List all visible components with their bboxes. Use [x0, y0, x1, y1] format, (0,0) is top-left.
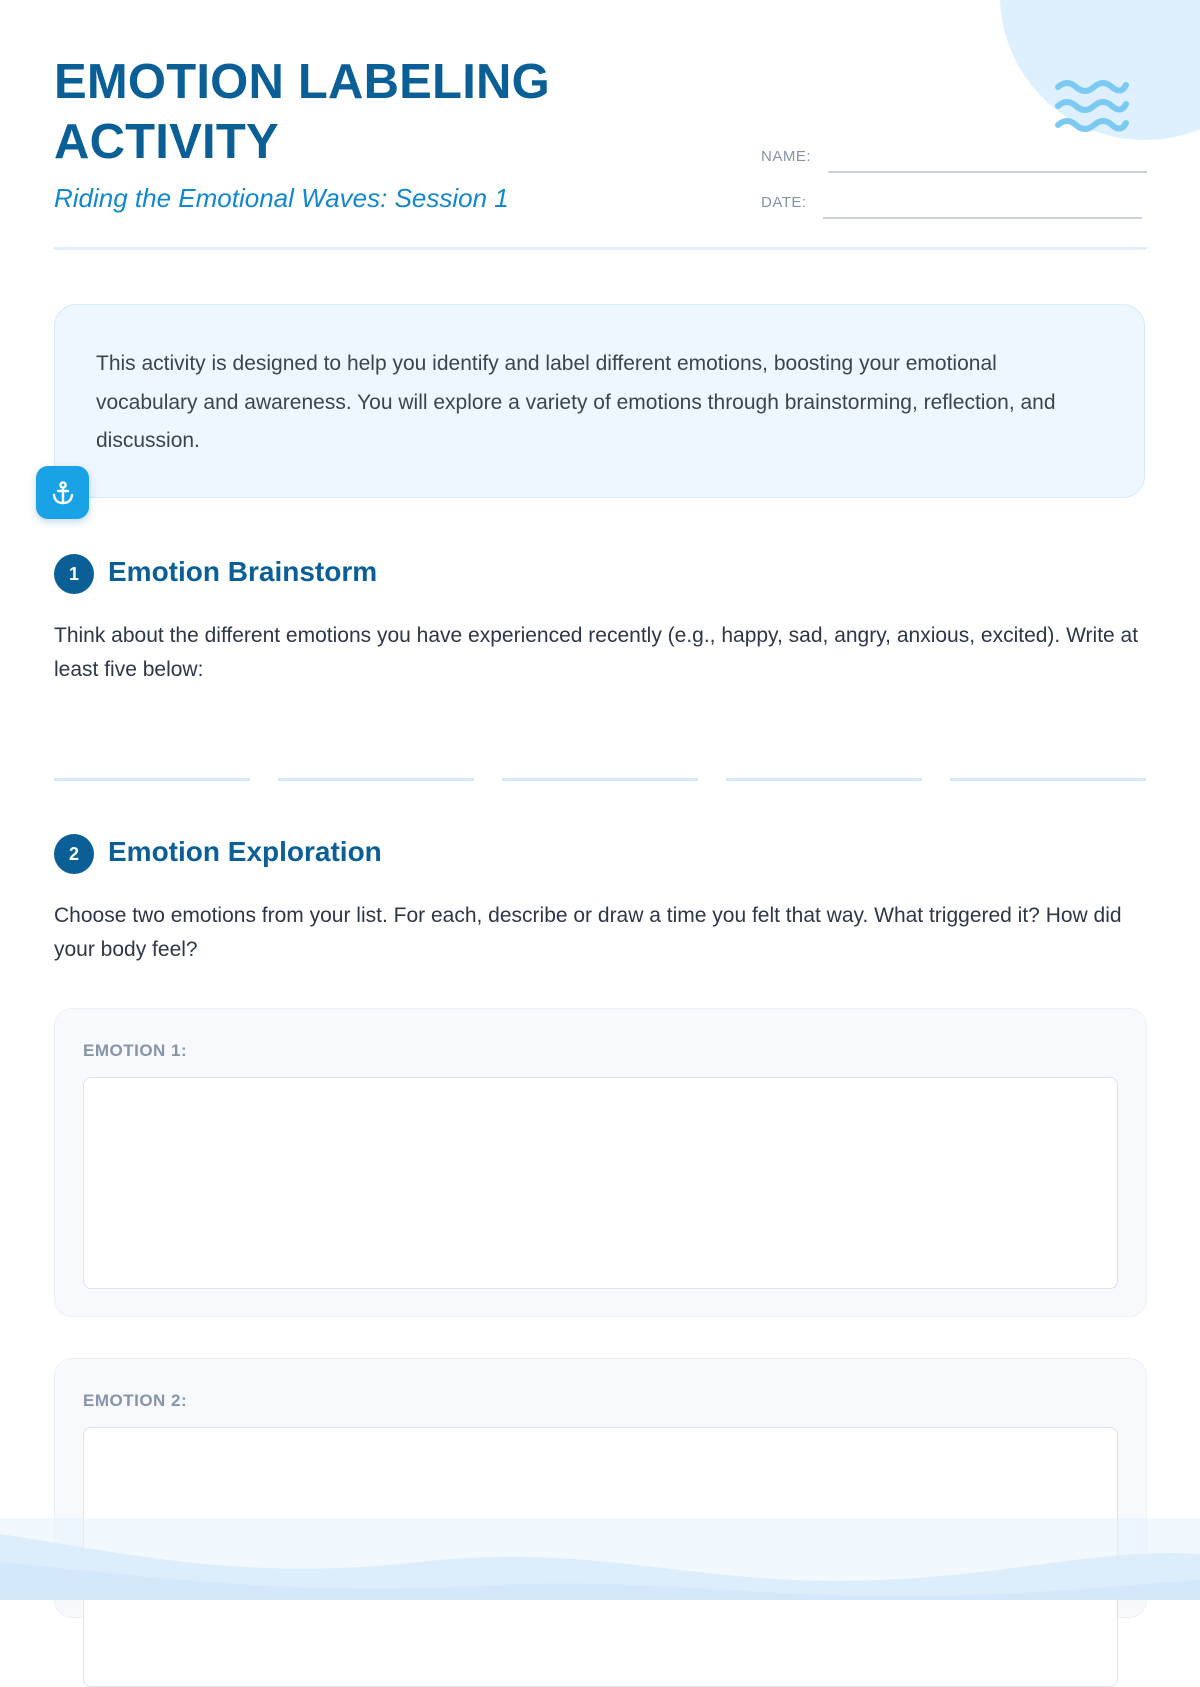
emotion-2-label: EMOTION 2:	[83, 1391, 188, 1410]
emotion-1-card	[54, 1008, 1147, 1317]
page-subtitle: Riding the Emotional Waves: Session 1	[54, 183, 509, 213]
waves-icon	[1054, 78, 1130, 136]
page-title	[54, 52, 550, 172]
section-1-title: Emotion Brainstorm	[108, 556, 378, 587]
emotion-blank-3[interactable]	[502, 778, 698, 781]
section-2-number: 2	[54, 834, 94, 874]
emotion-blank-2[interactable]	[278, 778, 474, 781]
title-line-1: EMOTION LABELING	[54, 55, 550, 109]
intro-text: This activity is designed to help you identify and label different emotions, boosting your emotional vocabulary and awareness. You will explore a variety of emotions through brainstorming, reflection, and discussion.	[96, 352, 1056, 452]
date-field[interactable]	[823, 217, 1142, 219]
section-1-instructions: Think about the different emotions you have experienced recently (e.g., happy, sad, angry, anxious, excited). Write at least five below:	[54, 624, 1139, 681]
emotion-blank-5[interactable]	[950, 778, 1146, 781]
emotion-blank-4[interactable]	[726, 778, 922, 781]
name-label: NAME:	[761, 148, 812, 165]
section-2-title: Emotion Exploration	[108, 836, 382, 867]
date-label: DATE:	[761, 194, 807, 211]
intro-box	[54, 304, 1145, 498]
emotion-1-label: EMOTION 1:	[83, 1041, 188, 1060]
bottom-wave-decoration	[0, 1518, 1200, 1600]
emotion-1-response-area[interactable]	[83, 1077, 1118, 1289]
header-divider	[54, 247, 1147, 250]
anchor-badge	[36, 466, 89, 519]
title-line-2: ACTIVITY	[54, 115, 279, 169]
emotion-blank-1[interactable]	[54, 778, 250, 781]
anchor-icon	[50, 480, 76, 506]
section-1-number: 1	[54, 554, 94, 594]
name-field[interactable]	[828, 171, 1147, 173]
section-2-instructions: Choose two emotions from your list. For each, describe or draw a time you felt that way. What triggered it? How did your body feel?	[54, 904, 1122, 961]
